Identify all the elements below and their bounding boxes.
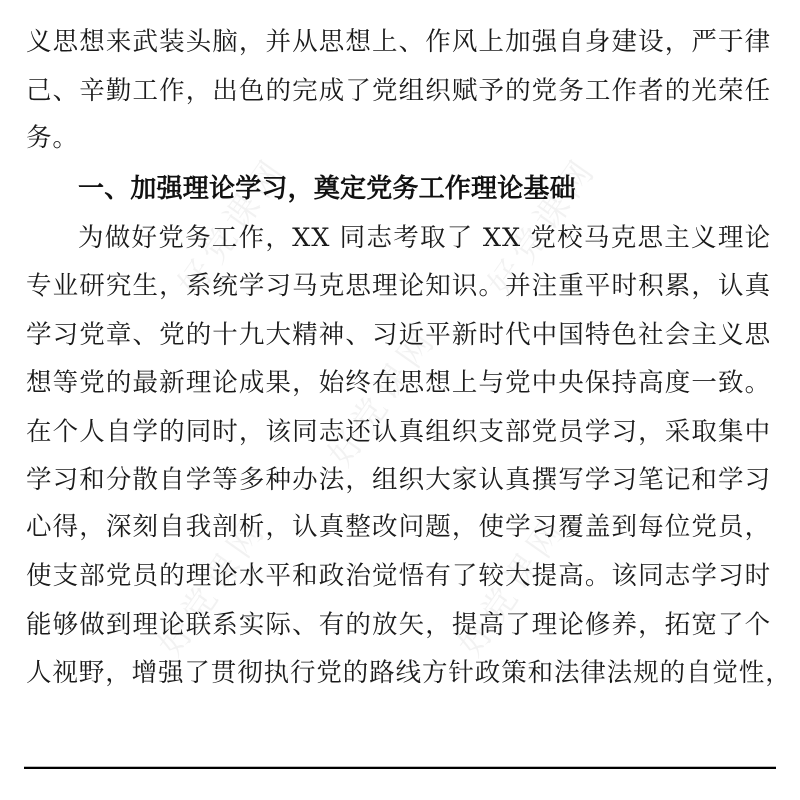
text-line: 使支部党员的理论水平和政治觉悟有了较大提高。该同志学习时 <box>26 561 771 591</box>
watermark: 好党课网 <box>150 509 276 664</box>
watermark: 好党课网 <box>450 509 576 664</box>
watermark: 好党课网 <box>170 149 296 304</box>
text-line: 心得，深刻自我剖析，认真整改问题，使学习覆盖到每位党员， <box>26 512 771 542</box>
text-line: 人视野，增强了贯彻执行党的路线方针政策和法律法规的自觉性， <box>26 658 792 688</box>
text-line: 务。 <box>26 123 79 153</box>
text-line: 能够做到理论联系实际、有的放矢，提高了理论修养，拓宽了个 <box>26 610 771 640</box>
text-line: 学习和分散自学等多种办法，组织大家认真撰写学习笔记和学习 <box>26 465 771 495</box>
text-line: 想等党的最新理论成果，始终在思想上与党中央保持高度一致。 <box>26 368 771 398</box>
footer-divider <box>24 767 776 769</box>
text-line: 己、辛勤工作，出色的完成了党组织赋予的党务工作者的光荣任 <box>26 76 771 106</box>
text-line: 义思想来武装头脑，并从思想上、作风上加强自身建设，严于律 <box>26 27 771 57</box>
watermark: 好党课网 <box>320 319 446 474</box>
watermark: 好党课网 <box>480 149 606 304</box>
section-heading: 一、加强理论学习，奠定党务工作理论基础 <box>78 174 576 204</box>
text-line: 专业研究生，系统学习马克思理论知识。并注重平时积累，认真 <box>26 271 771 301</box>
text-line: 为做好党务工作，XX 同志考取了 XX 党校马克思主义理论 <box>78 223 771 253</box>
text-line: 学习党章、党的十九大精神、习近平新时代中国特色社会主义思 <box>26 320 771 350</box>
text-line: 在个人自学的同时，该同志还认真组织支部党员学习，采取集中 <box>26 417 771 447</box>
